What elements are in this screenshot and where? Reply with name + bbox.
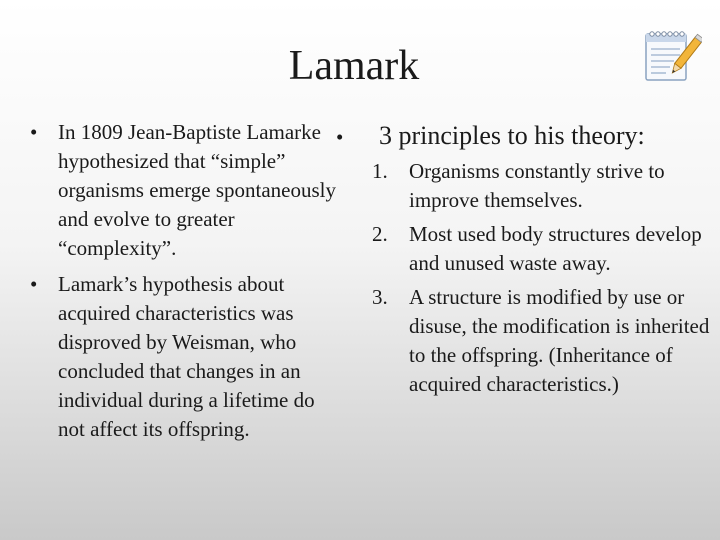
principles-list: [336, 157, 710, 399]
principles-heading: [336, 118, 710, 154]
slide-title: Lamark: [288, 43, 420, 89]
principle-item: [336, 220, 710, 278]
bullet-text: Lamark’s hypothesis about acquired characteristics was disproved by Weisman, who concluded that changes in an individual during a lifetime do not affect its offspring.: [58, 272, 315, 441]
principle-text: A structure is modified by use or disuse, the modification is inherited to the offspring. (Inheritance of acquired characteristics.): [409, 285, 710, 396]
bullet-dot: •: [30, 120, 38, 144]
notepad-pencil-icon: [640, 24, 702, 84]
principle-number: 2.: [372, 222, 388, 246]
right-column: [336, 118, 710, 404]
bullet-item: [30, 270, 342, 444]
principle-text: Organisms constantly strive to improve themselves.: [409, 159, 665, 212]
left-column: [30, 118, 342, 451]
bullet-text: In 1809 Jean-Baptiste Lamarke hypothesized that “simple” organisms emerge spontaneously and evolve to greater “complexity”.: [58, 120, 337, 260]
principle-item: [336, 283, 710, 399]
bullet-dot: •: [30, 272, 38, 296]
principle-number: 3.: [372, 285, 388, 309]
bullet-dot: •: [336, 125, 344, 149]
principle-text: Most used body structures develop and unused waste away.: [409, 222, 702, 275]
bullet-item: [30, 118, 342, 263]
principles-heading-text: 3 principles to his theory:: [379, 121, 645, 150]
principle-item: [336, 157, 710, 215]
principle-number: 1.: [372, 159, 388, 183]
